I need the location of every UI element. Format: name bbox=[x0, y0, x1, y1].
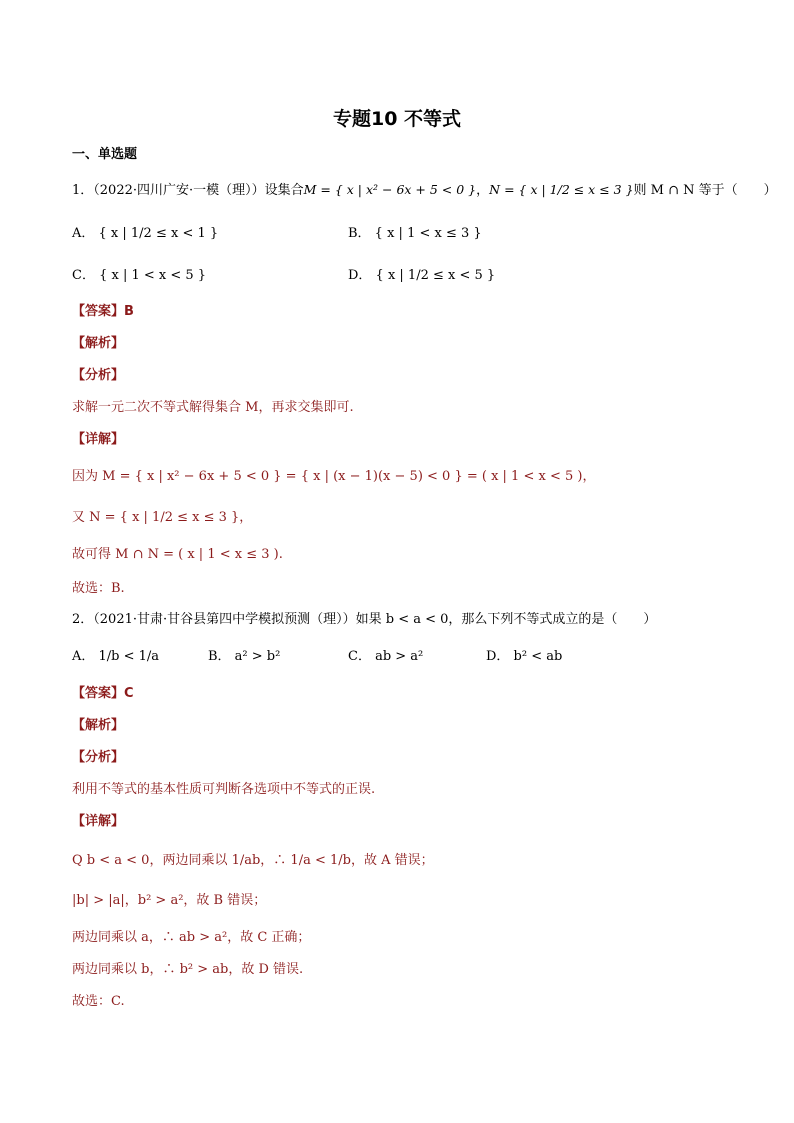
q2-detail-line-4: 两边同乘以 b，∴ b² > ab，故 D 错误. bbox=[72, 962, 304, 977]
q1-stem-pre: 1．（2022·四川广安·一模（理））设集合 bbox=[72, 183, 304, 198]
q1-detail-line-1: 因为 M = { x | x² − 6x + 5 < 0 } = { x | (x − 1)(x − 5) < 0 } = ( x | 1 < x < 5 )， bbox=[72, 469, 596, 484]
q2-choose: 故选：C. bbox=[72, 994, 125, 1009]
q1-detail-line-3: 故可得 M ∩ N = ( x | 1 < x ≤ 3 ). bbox=[72, 547, 283, 562]
q1-choose: 故选：B. bbox=[72, 581, 125, 596]
q2-stem: 2．（2021·甘肃·甘谷县第四中学模拟预测（理））如果 b < a < 0，那么下列不等式成立的是（ ） bbox=[72, 612, 657, 627]
q1-option-b: B． { x | 1 < x ≤ 3 } bbox=[348, 226, 482, 241]
q1-fenxi-text: 求解一元二次不等式解得集合 M，再求交集即可. bbox=[72, 400, 354, 415]
q2-fenxi-label: 【分析】 bbox=[72, 750, 125, 765]
section-heading: 一、单选题 bbox=[72, 147, 138, 162]
q1-fenxi-label: 【分析】 bbox=[72, 368, 125, 383]
q1-answer: 【答案】B bbox=[72, 304, 134, 319]
q1-analysis-label: 【解析】 bbox=[72, 336, 125, 351]
q1-detail-label: 【详解】 bbox=[72, 432, 125, 447]
q1-set-n: N = { x | 1/2 ≤ x ≤ 3 } bbox=[489, 182, 634, 197]
q1-option-a: A． { x | 1/2 ≤ x < 1 } bbox=[72, 226, 219, 241]
q2-answer: 【答案】C bbox=[72, 686, 134, 701]
q2-fenxi-text: 利用不等式的基本性质可判断各选项中不等式的正误. bbox=[72, 782, 376, 797]
q2-option-d: D． b² < ab bbox=[486, 649, 563, 664]
q2-detail-line-3: 两边同乘以 a，∴ ab > a²，故 C 正确； bbox=[72, 930, 311, 945]
q1-stem-post: 则 M ∩ N 等于（ ） bbox=[633, 183, 777, 198]
q1-option-d: D． { x | 1/2 ≤ x < 5 } bbox=[348, 268, 496, 283]
q2-detail-line-2: |b| > |a|，b² > a²，故 B 错误； bbox=[72, 893, 267, 908]
q1-detail-line-2: 又 N = { x | 1/2 ≤ x ≤ 3 }， bbox=[72, 510, 253, 525]
q2-detail-label: 【详解】 bbox=[72, 814, 125, 829]
q1-stem bbox=[72, 181, 777, 200]
q2-option-a: A． 1/b < 1/a bbox=[72, 649, 160, 664]
q1-sep: ， bbox=[476, 183, 490, 198]
q1-set-m: M = { x | x² − 6x + 5 < 0 } bbox=[303, 182, 477, 197]
q2-option-b: B． a² > b² bbox=[208, 649, 281, 664]
page-title: 专题10 不等式 bbox=[332, 108, 462, 130]
q2-analysis-label: 【解析】 bbox=[72, 718, 125, 733]
q1-option-c: C． { x | 1 < x < 5 } bbox=[72, 268, 207, 283]
q2-detail-line-1: Q b < a < 0，两边同乘以 1/ab，∴ 1/a < 1/b，故 A 错误； bbox=[72, 853, 434, 868]
q2-option-c: C． ab > a² bbox=[348, 649, 424, 664]
